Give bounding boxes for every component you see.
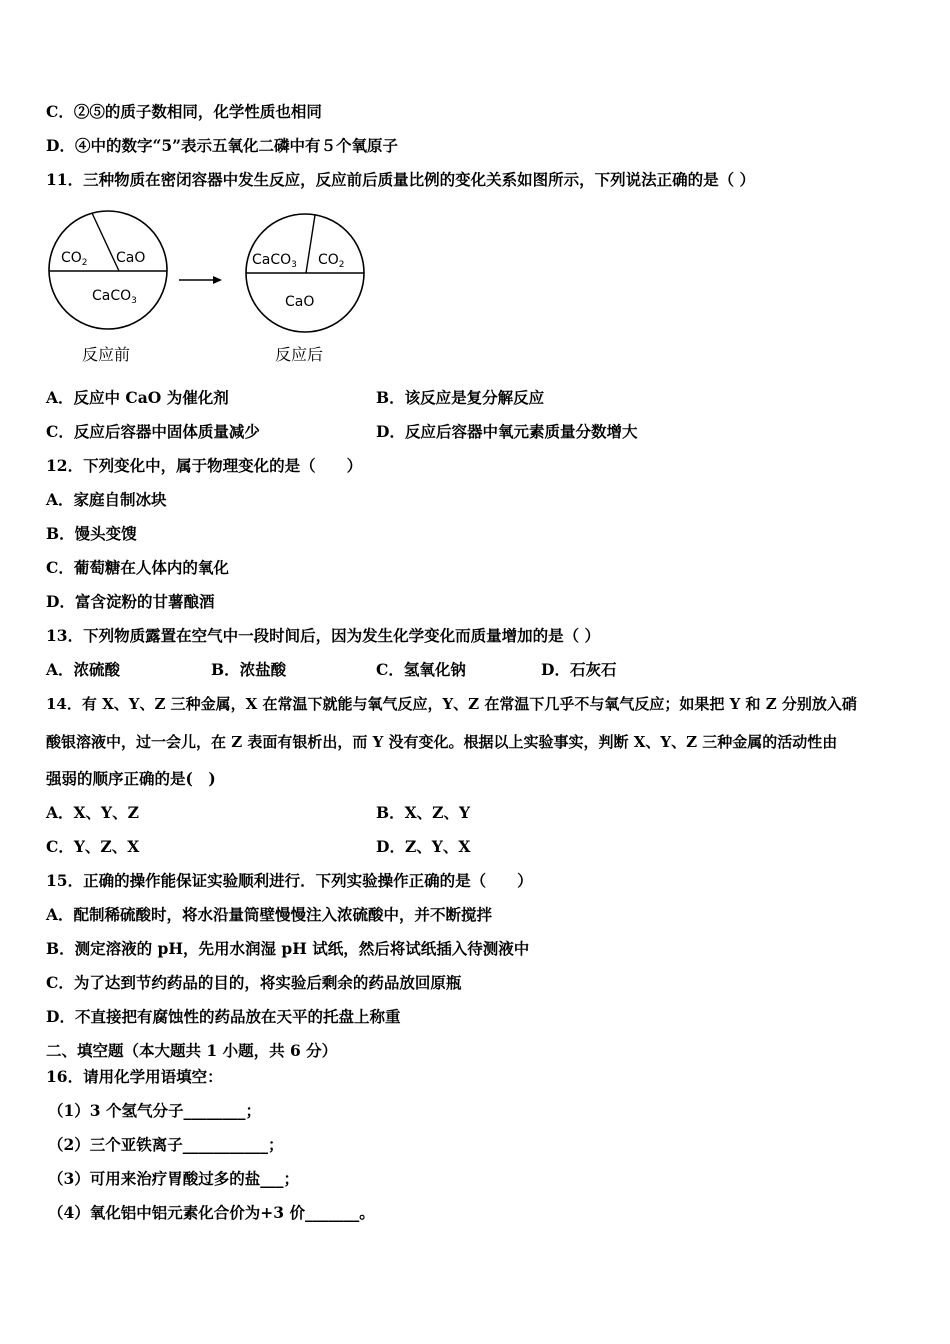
q16-item-2-blank[interactable]: ___________	[182, 1135, 269, 1154]
q12-stem: 12．下列变化中，属于物理变化的是（ ）	[46, 456, 363, 475]
after-label-co2: $CO_2$	[318, 252, 345, 270]
q16-item-2-end: ；	[268, 1135, 284, 1154]
section-2-title: 二、填空题（本大题共 1 小题，共 6 分）	[46, 1041, 338, 1060]
q11-figure	[40, 200, 380, 375]
q14-line-1: 14．有 X、Y、Z 三种金属，X 在常温下就能与氧气反应，Y、Z 在常温下几乎不与氧气反应；如果把 Y 和 Z 分别放入硝	[46, 695, 857, 713]
before-label-cao: CaO	[116, 250, 146, 266]
q14-line-2: 酸银溶液中，过一会儿，在 Z 表面有银析出，而 Y 没有变化。根据以上实验事实，判断 X、Y、Z 三种金属的活动性由	[46, 733, 838, 751]
q13-option-d: D．石灰石	[541, 660, 617, 679]
q10-option-c: C．②⑤的质子数相同，化学性质也相同	[46, 102, 322, 121]
q14-option-c: C．Y、Z、X	[46, 837, 140, 856]
q16-item-1-text: （1）3 个氢气分子	[48, 1101, 184, 1120]
q16-item-1-blank[interactable]: ________	[183, 1101, 246, 1120]
q15-option-b: B．测定溶液的 pH，先用水润湿 pH 试纸，然后将试纸插入待测液中	[46, 939, 530, 958]
q12-option-d: D．富含淀粉的甘薯酿酒	[46, 592, 215, 611]
after-slice-divider	[306, 215, 315, 273]
q16-item-3	[48, 1169, 299, 1189]
before-label-co2: $CO_2$	[61, 250, 88, 268]
q16-item-2-text: （2）三个亚铁离子	[48, 1135, 183, 1154]
q13-option-c: C．氢氧化钠	[376, 660, 466, 679]
q15-option-d: D．不直接把有腐蚀性的药品放在天平的托盘上称重	[46, 1007, 401, 1026]
reaction-arrow-head	[213, 276, 222, 284]
q13-stem: 13．下列物质露置在空气中一段时间后，因为发生化学变化而质量增加的是（ ）	[46, 626, 600, 645]
after-label-caco3: CaCO$_3$	[252, 252, 297, 270]
q11-stem: 11．三种物质在密闭容器中发生反应，反应前后质量比例的变化关系如图所示，下列说法正确的是（ ）	[46, 170, 755, 189]
after-label-cao: CaO	[285, 294, 315, 310]
q12-option-a: A．家庭自制冰块	[46, 490, 167, 509]
q16-item-4	[48, 1203, 375, 1223]
q15-option-a: A．配制稀硫酸时，将水沿量筒壁慢慢注入浓硫酸中，并不断搅拌	[46, 905, 493, 924]
q16-item-2	[48, 1135, 284, 1155]
before-slice-divider	[92, 213, 119, 271]
q16-stem: 16．请用化学用语填空：	[46, 1067, 223, 1086]
q13-option-b: B．浓盐酸	[211, 660, 287, 679]
q14-option-a: A．X、Y、Z	[46, 803, 139, 822]
before-circle	[49, 211, 167, 329]
q16-item-4-text: （4）氧化铝中铝元素化合价为+3 价	[48, 1203, 305, 1222]
q11-option-a: A．反应中 CaO 为催化剂	[46, 388, 229, 407]
q16-item-4-end: 。	[359, 1203, 375, 1222]
q15-option-c: C．为了达到节约药品的目的，将实验后剩余的药品放回原瓶	[46, 973, 462, 992]
q14-option-d: D．Z、Y、X	[376, 837, 471, 856]
q11-option-c: C．反应后容器中固体质量减少	[46, 422, 260, 441]
q14-option-b: B．X、Z、Y	[376, 803, 471, 822]
q16-item-3-text: （3）可用来治疗胃酸过多的盐	[48, 1169, 261, 1188]
q16-item-1	[48, 1101, 261, 1121]
q12-option-c: C．葡萄糖在人体内的氧化	[46, 558, 229, 577]
q11-option-d: D．反应后容器中氧元素质量分数增大	[376, 422, 638, 441]
before-caption: 反应前	[82, 345, 131, 364]
after-caption: 反应后	[275, 345, 324, 364]
q11-option-b: B．该反应是复分解反应	[376, 388, 545, 407]
q16-item-3-end: ；	[283, 1169, 300, 1188]
q14-line-3: 强弱的顺序正确的是( )	[46, 769, 216, 788]
q12-option-b: B．馒头变馊	[46, 524, 137, 543]
q10-option-d: D．④中的数字“5”表示五氧化二磷中有５个氧原子	[46, 136, 399, 155]
q15-stem: 15．正确的操作能保证实验顺利进行．下列实验操作正确的是（ ）	[46, 871, 533, 890]
q16-item-4-blank[interactable]: _______	[304, 1203, 360, 1222]
q13-option-a: A．浓硫酸	[46, 660, 121, 679]
q16-item-3-blank[interactable]: ___	[260, 1169, 284, 1188]
before-label-caco3: CaCO$_3$	[92, 288, 137, 306]
q16-item-1-end: ；	[245, 1101, 261, 1120]
